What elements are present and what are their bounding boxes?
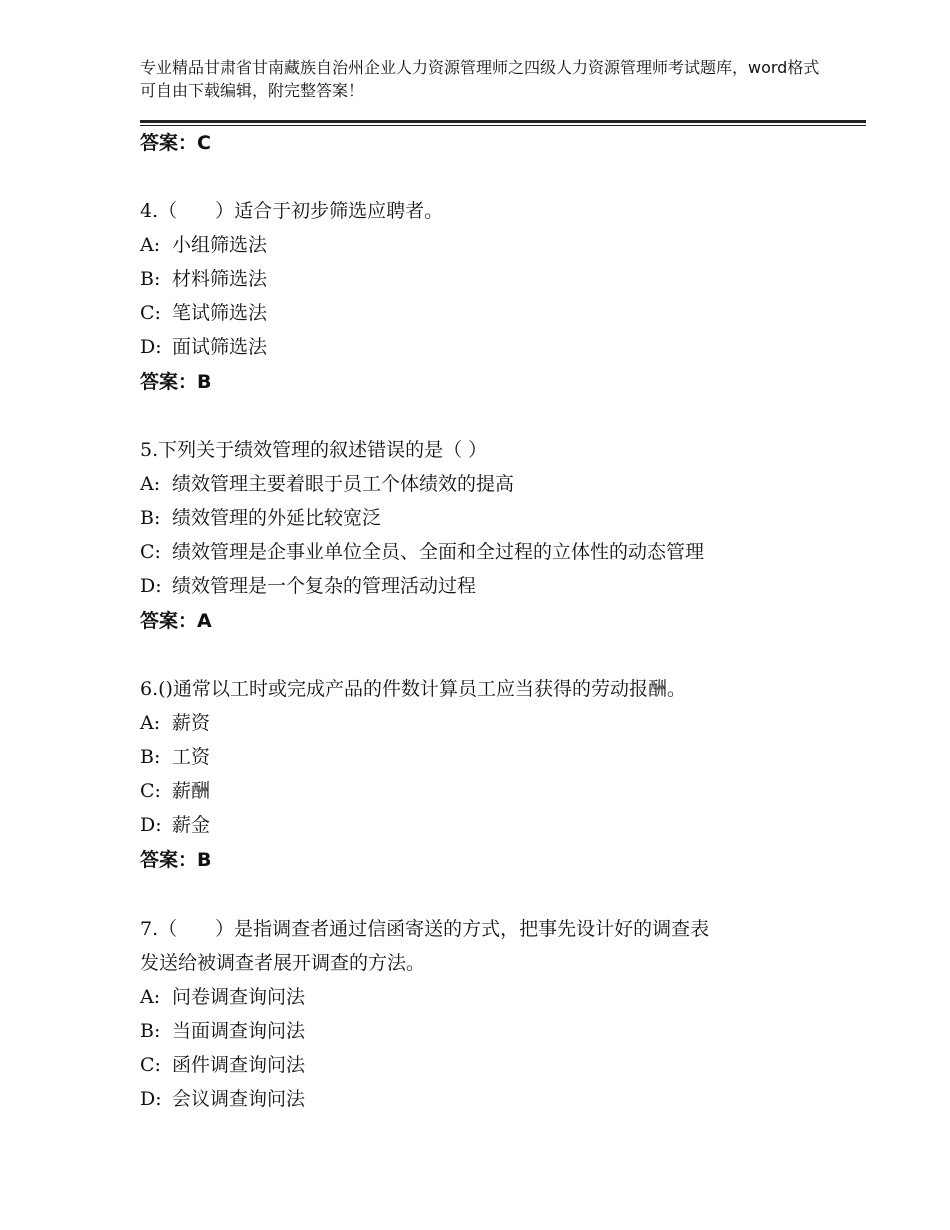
option-key: D: [140, 336, 162, 358]
question-4-option-c [140, 301, 267, 325]
option-text: 材料筛选法 [172, 268, 268, 290]
question-5-option-b [140, 506, 381, 530]
question-4-text: 4.（ ）适合于初步筛选应聘者。 [140, 200, 444, 222]
option-key: B: [140, 746, 161, 768]
option-text: 薪资 [172, 712, 211, 734]
question-6-option-d [140, 813, 210, 837]
option-text: 薪金 [172, 814, 211, 836]
header-rule-thick [140, 120, 866, 123]
option-key: B: [140, 507, 161, 529]
option-key: C: [140, 541, 161, 563]
option-key: C: [140, 302, 161, 324]
option-text: 工资 [172, 746, 211, 768]
option-text: 当面调查询问法 [172, 1020, 306, 1042]
option-text: 绩效管理是企事业单位全员、全面和全过程的立体性的动态管理 [172, 541, 705, 563]
option-text: 面试筛选法 [172, 336, 268, 358]
question-5-option-a [140, 472, 514, 496]
option-text: 绩效管理的外延比较宽泛 [172, 507, 382, 529]
option-key: D: [140, 575, 162, 597]
question-4-option-d [140, 335, 267, 359]
option-text: 薪酬 [172, 780, 211, 802]
option-key: A: [140, 712, 161, 734]
question-6-answer: 答案：B [140, 849, 212, 871]
option-key: A: [140, 986, 161, 1008]
document-header: 专业精品甘肃省甘南藏族自治州企业人力资源管理师之四级人力资源管理师考试题库，word格式可自由下载编辑，附完整答案！ [140, 58, 820, 100]
option-text: 问卷调查询问法 [172, 986, 306, 1008]
question-7-option-d [140, 1087, 305, 1111]
option-key: B: [140, 1020, 161, 1042]
question-7-text-line1: 7.（ ）是指调查者通过信函寄送的方式，把事先设计好的调查表 [140, 918, 710, 940]
option-key: D: [140, 1088, 162, 1110]
option-text: 小组筛选法 [172, 234, 268, 256]
question-6-option-c [140, 779, 210, 803]
question-4-answer: 答案：B [140, 371, 212, 393]
option-text: 绩效管理是一个复杂的管理活动过程 [172, 575, 477, 597]
option-text: 笔试筛选法 [172, 302, 268, 324]
option-key: A: [140, 473, 161, 495]
option-text: 绩效管理主要着眼于员工个体绩效的提高 [172, 473, 515, 495]
option-key: B: [140, 268, 161, 290]
question-7-option-c [140, 1053, 305, 1077]
option-key: C: [140, 780, 161, 802]
option-text: 会议调查询问法 [172, 1088, 306, 1110]
header-rule-thin [140, 125, 866, 126]
option-key: A: [140, 234, 161, 256]
question-4-option-a [140, 233, 267, 257]
question-6-option-b [140, 745, 210, 769]
question-5-option-c [140, 540, 704, 564]
question-7-text-line2: 发送给被调查者展开调查的方法。 [140, 952, 426, 974]
option-text: 函件调查询问法 [172, 1054, 306, 1076]
question-7-option-b [140, 1019, 305, 1043]
question-6-option-a [140, 711, 210, 735]
question-5-text: 5.下列关于绩效管理的叙述错误的是（ ） [140, 439, 488, 461]
option-key: C: [140, 1054, 161, 1076]
question-7-option-a [140, 985, 305, 1009]
option-key: D: [140, 814, 162, 836]
question-4-option-b [140, 267, 267, 291]
question-5-answer: 答案：A [140, 610, 212, 632]
question-6-text: 6.()通常以工时或完成产品的件数计算员工应当获得的劳动报酬。 [140, 678, 686, 700]
answer-previous: 答案：C [140, 132, 211, 154]
question-5-option-d [140, 574, 476, 598]
